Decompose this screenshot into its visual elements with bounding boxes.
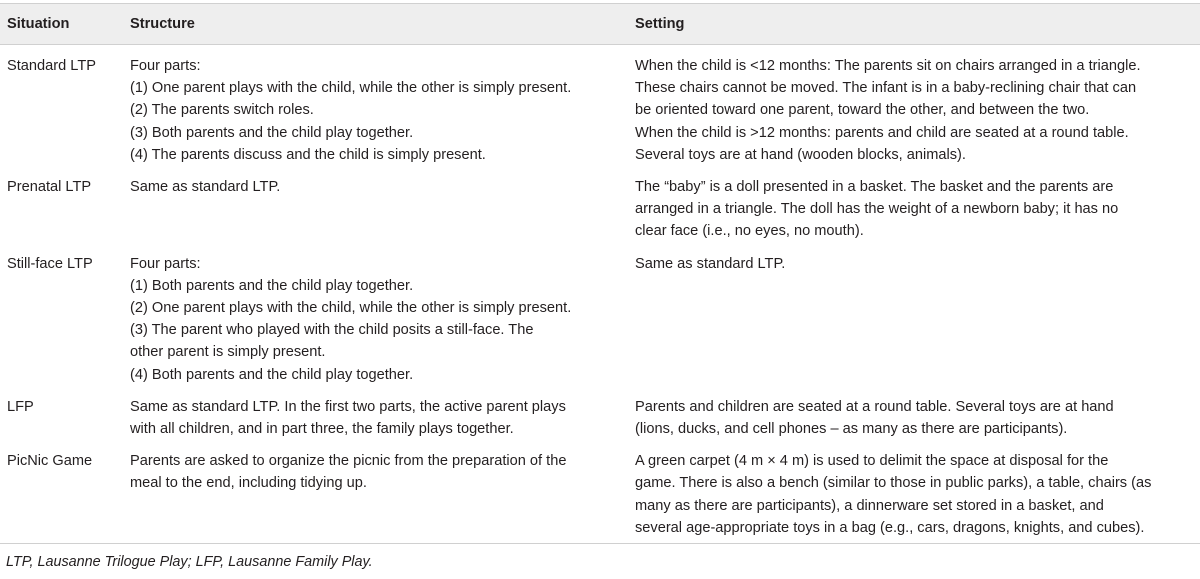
- structure-line: (3) Both parents and the child play together.: [130, 124, 414, 141]
- header-structure: Structure: [130, 15, 195, 32]
- structure-line: (1) Both parents and the child play together.: [130, 277, 414, 294]
- setting-cell: [629, 166, 1200, 243]
- structure-line: Parents are asked to organize the picnic from the preparation of the: [130, 453, 567, 470]
- setting-line: Same as standard LTP.: [635, 255, 786, 272]
- situation-cell: Still-face LTP: [7, 255, 93, 272]
- header-situation: Situation: [7, 15, 70, 32]
- structure-line: Four parts:: [130, 58, 201, 74]
- setting-line: several age-appropriate toys in a bag (e.g., cars, dragons, knights, and cubes).: [635, 519, 1145, 536]
- header-setting: Setting: [635, 15, 685, 32]
- setting-cell: [629, 440, 1200, 543]
- table-row: [0, 45, 1200, 167]
- structure-line: (1) One parent plays with the child, while the other is simply present.: [130, 80, 572, 97]
- situations-table: [0, 3, 1200, 544]
- setting-line: game. There is also a bench (similar to those in public parks), a table, chairs (as: [635, 475, 1152, 492]
- setting-cell: [629, 243, 1200, 386]
- situation-cell: Prenatal LTP: [7, 179, 92, 196]
- setting-line: many as there are participants), a dinnerware set stored in a basket, and: [635, 497, 1104, 514]
- setting-line: Parents and children are seated at a round table. Several toys are at hand: [635, 398, 1114, 415]
- structure-line: Same as standard LTP.: [130, 179, 281, 196]
- situation-cell: LFP: [7, 398, 34, 415]
- setting-line: These chairs cannot be moved. The infant is in a baby-reclining chair that can: [635, 80, 1137, 97]
- setting-line: When the child is <12 months: The parents sit on chairs arranged in a triangle.: [635, 58, 1141, 74]
- structure-cell: [124, 166, 629, 243]
- setting-line: be oriented toward one parent, toward the other, and between the two.: [635, 102, 1090, 119]
- structure-cell: [124, 440, 629, 543]
- structure-line: (2) One parent plays with the child, while the other is simply present.: [130, 300, 572, 317]
- setting-line: When the child is >12 months: parents and child are seated at a round table.: [635, 124, 1129, 141]
- structure-line: (4) Both parents and the child play together.: [130, 366, 414, 383]
- setting-line: (lions, ducks, and cell phones – as many as there are participants).: [635, 421, 1068, 438]
- setting-line: The “baby” is a doll presented in a basket. The basket and the parents are: [635, 179, 1114, 196]
- setting-line: A green carpet (4 m × 4 m) is used to delimit the space at disposal for the: [635, 453, 1109, 470]
- setting-line: Several toys are at hand (wooden blocks, animals).: [635, 146, 966, 163]
- structure-cell: [124, 45, 629, 167]
- table-row: [0, 386, 1200, 440]
- table-footnote: LTP, Lausanne Trilogue Play; LFP, Lausanne Family Play.: [6, 554, 373, 570]
- situation-cell: Standard LTP: [7, 58, 96, 74]
- structure-line: other parent is simply present.: [130, 344, 326, 361]
- structure-line: Four parts:: [130, 255, 201, 272]
- structure-line: Same as standard LTP. In the first two parts, the active parent plays: [130, 398, 566, 415]
- structure-line: (4) The parents discuss and the child is simply present.: [130, 146, 486, 163]
- table-row: [0, 243, 1200, 386]
- structure-line: meal to the end, including tidying up.: [130, 475, 367, 492]
- structure-line: (2) The parents switch roles.: [130, 102, 314, 119]
- table-header-row: [0, 4, 1200, 45]
- table-row: [0, 166, 1200, 243]
- structure-line: with all children, and in part three, the family plays together.: [130, 421, 514, 438]
- setting-line: clear face (i.e., no eyes, no mouth).: [635, 223, 864, 240]
- structure-cell: [124, 243, 629, 386]
- situation-cell: PicNic Game: [7, 453, 93, 470]
- setting-cell: [629, 45, 1200, 167]
- setting-cell: [629, 386, 1200, 440]
- structure-cell: [124, 386, 629, 440]
- table-row: [0, 440, 1200, 543]
- setting-line: arranged in a triangle. The doll has the weight of a newborn baby; it has no: [635, 201, 1119, 218]
- structure-line: (3) The parent who played with the child posits a still-face. The: [130, 322, 534, 339]
